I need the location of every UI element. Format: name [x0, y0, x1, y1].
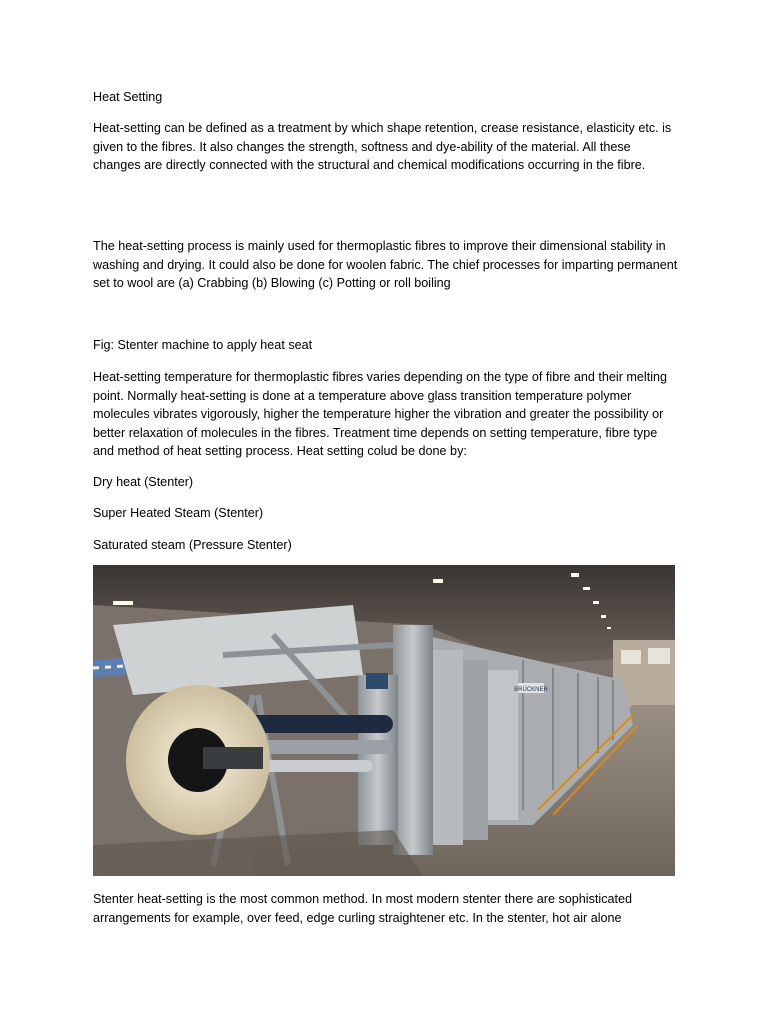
method-saturated-steam: Saturated steam (Pressure Stenter)	[93, 538, 292, 552]
paragraph-definition: Heat-setting can be defined as a treatment by which shape retention, crease resistance, elasticity etc. is given to the fibres. It also changes the strength, softness and dye-ability of the material. All these changes are directly connected with the structural and chemical modifications occurring in the fibre.	[93, 121, 672, 173]
machine-brand-label: BRÜCKNER	[514, 687, 548, 693]
paragraph-stenter-method: Stenter heat-setting is the most common method. In most modern stenter there are sophisticated arrangements for example, over feed, edge curling straightener etc. In the stenter, hot air alone	[93, 892, 632, 925]
method-super-heated-steam: Super Heated Steam (Stenter)	[93, 506, 264, 520]
stenter-machine-photo	[93, 565, 675, 876]
figure-caption: Fig: Stenter machine to apply heat seat	[93, 338, 313, 352]
paragraph-process: The heat-setting process is mainly used for thermoplastic fibres to improve their dimensional stability in washing and drying. It could also be done for woolen fabric. The chief processes for imparting permanent set to wool are (a) Crabbing (b) Blowing (c) Potting or roll boiling	[93, 239, 678, 291]
paragraph-temperature: Heat-setting temperature for thermoplastic fibres varies depending on the type of fibre and their melting point. Normally heat-setting is done at a temperature above glass transition temperature polymer molecules vibrates vigorously, higher the temperature higher the vibration and greater the possibility or better relaxation of molecules in the fibres. Treatment time depends on setting temperature, fibre type and method of heat setting process. Heat setting colud be done by:	[93, 370, 668, 459]
heading-heat-setting: Heat Setting	[93, 90, 163, 104]
method-dry-heat: Dry heat (Stenter)	[93, 475, 194, 489]
